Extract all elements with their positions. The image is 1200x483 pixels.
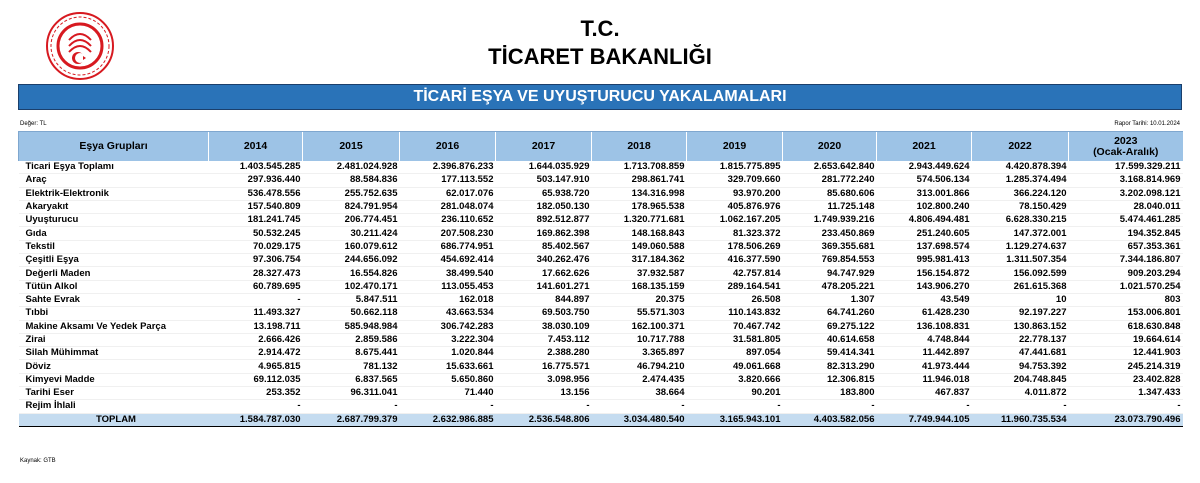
table-cell: 178.965.538 [592, 200, 687, 213]
table-cell: 13.198.711 [209, 320, 303, 333]
table-cell: 803 [1069, 293, 1183, 306]
row-label: Çeşitli Eşya [19, 254, 209, 267]
table-cell: 281.048.074 [400, 200, 496, 213]
table-cell: 281.772.240 [783, 174, 877, 187]
table-row [19, 200, 1183, 213]
table-cell: 78.150.429 [972, 200, 1069, 213]
table-cell: 69.503.750 [496, 307, 592, 320]
row-label: Silah Mühimmat [19, 347, 209, 360]
table-cell: 1.403.545.285 [209, 161, 303, 174]
table-cell: 23.402.828 [1069, 373, 1183, 386]
table-cell: 162.100.371 [592, 320, 687, 333]
table-cell: 46.794.210 [592, 360, 687, 373]
table-cell: 1.713.708.859 [592, 161, 687, 174]
table-cell: 38.030.109 [496, 320, 592, 333]
table-cell: - [209, 293, 303, 306]
row-label: Tarihi Eser [19, 387, 209, 400]
table-cell: 153.006.801 [1069, 307, 1183, 320]
table-cell: 204.748.845 [972, 373, 1069, 386]
table-cell: 2.481.024.928 [303, 161, 400, 174]
table-cell: 574.506.134 [877, 174, 972, 187]
table-cell: 168.135.159 [592, 280, 687, 293]
table-cell: 16.554.826 [303, 267, 400, 280]
table-cell: 657.353.361 [1069, 240, 1183, 253]
table-cell: 71.440 [400, 387, 496, 400]
table-cell: - [496, 400, 592, 413]
table-cell: 102.470.171 [303, 280, 400, 293]
row-label: Araç [19, 174, 209, 187]
table-cell: 20.375 [592, 293, 687, 306]
table-cell: 42.757.814 [687, 267, 783, 280]
table-cell: 10.717.788 [592, 333, 687, 346]
table-cell: 1.749.939.216 [783, 214, 877, 227]
table-cell: 2.474.435 [592, 373, 687, 386]
table-cell: 236.110.652 [400, 214, 496, 227]
table-cell: 12.441.903 [1069, 347, 1183, 360]
row-label: Uyuşturucu [19, 214, 209, 227]
table-cell: 6.837.565 [303, 373, 400, 386]
table-cell: 102.800.240 [877, 200, 972, 213]
table-row [19, 240, 1183, 253]
table-cell: 38.499.540 [400, 267, 496, 280]
table-cell: 11.442.897 [877, 347, 972, 360]
column-header-year: 2019 [687, 132, 783, 162]
table-cell: 317.184.362 [592, 254, 687, 267]
table-cell: 769.854.553 [783, 254, 877, 267]
table-cell: 28.327.473 [209, 267, 303, 280]
table-cell: 147.372.001 [972, 227, 1069, 240]
table-cell: 11.493.327 [209, 307, 303, 320]
table-cell: 824.791.954 [303, 200, 400, 213]
table-cell: 2.388.280 [496, 347, 592, 360]
table-cell: 1.311.507.354 [972, 254, 1069, 267]
row-label: Zirai [19, 333, 209, 346]
table-cell: 329.709.660 [687, 174, 783, 187]
table-cell: 40.614.658 [783, 333, 877, 346]
table-row [19, 214, 1183, 227]
table-cell: 177.113.552 [400, 174, 496, 187]
column-header-year: 2018 [592, 132, 687, 162]
table-cell: 1.020.844 [400, 347, 496, 360]
table-cell: 88.584.836 [303, 174, 400, 187]
row-label: Gıda [19, 227, 209, 240]
source-note: Kaynak: GTB [20, 458, 56, 464]
table-cell: - [972, 400, 1069, 413]
table-cell: 2.666.426 [209, 333, 303, 346]
table-cell: 6.628.330.215 [972, 214, 1069, 227]
table-row [19, 347, 1183, 360]
table-row [19, 254, 1183, 267]
table-cell: 11.946.018 [877, 373, 972, 386]
table-cell: 255.752.635 [303, 187, 400, 200]
total-cell: 3.034.480.540 [592, 413, 687, 426]
table-cell: 306.742.283 [400, 320, 496, 333]
table-row [19, 227, 1183, 240]
column-header-year: 2014 [209, 132, 303, 162]
table-cell: 686.774.951 [400, 240, 496, 253]
table-cell: 143.906.270 [877, 280, 972, 293]
table-cell: 1.021.570.254 [1069, 280, 1183, 293]
table-cell: 50.532.245 [209, 227, 303, 240]
column-header-year: 2020 [783, 132, 877, 162]
table-cell: 60.789.695 [209, 280, 303, 293]
table-cell: 81.323.372 [687, 227, 783, 240]
table-cell: 3.202.098.121 [1069, 187, 1183, 200]
total-cell: 23.073.790.496 [1069, 413, 1183, 426]
table-cell: 59.414.341 [783, 347, 877, 360]
table-row [19, 174, 1183, 187]
table-cell: 340.262.476 [496, 254, 592, 267]
row-label: Akaryakıt [19, 200, 209, 213]
table-cell: 11.725.148 [783, 200, 877, 213]
table-cell: 261.615.368 [972, 280, 1069, 293]
table-cell: 157.540.809 [209, 200, 303, 213]
table-cell: 2.859.586 [303, 333, 400, 346]
header-line1: T.C. [580, 16, 620, 41]
table-cell: - [303, 400, 400, 413]
table-cell: 3.222.304 [400, 333, 496, 346]
table-cell: 15.633.661 [400, 360, 496, 373]
table-cell: 2.943.449.624 [877, 161, 972, 174]
table-row [19, 307, 1183, 320]
table-header-row [19, 132, 1183, 162]
table-cell: 10 [972, 293, 1069, 306]
row-label: Kimyevi Madde [19, 373, 209, 386]
table-cell: 181.241.745 [209, 214, 303, 227]
table-cell: 194.352.845 [1069, 227, 1183, 240]
table-cell: 1.129.274.637 [972, 240, 1069, 253]
table-cell: 995.981.413 [877, 254, 972, 267]
table-cell: 70.467.742 [687, 320, 783, 333]
table-cell: 30.211.424 [303, 227, 400, 240]
row-label: Rejim İhlali [19, 400, 209, 413]
table-cell: 97.306.754 [209, 254, 303, 267]
table-cell: 369.355.681 [783, 240, 877, 253]
column-header-year: 2021 [877, 132, 972, 162]
table-row [19, 400, 1183, 413]
table-cell: 50.662.118 [303, 307, 400, 320]
table-cell: 1.307 [783, 293, 877, 306]
total-cell: 2.632.986.885 [400, 413, 496, 426]
table-row [19, 267, 1183, 280]
table-cell: 618.630.848 [1069, 320, 1183, 333]
table-cell: 207.508.230 [400, 227, 496, 240]
table-cell: 64.741.260 [783, 307, 877, 320]
total-cell: 3.165.943.101 [687, 413, 783, 426]
table-cell: 5.650.860 [400, 373, 496, 386]
table-cell: 156.092.599 [972, 267, 1069, 280]
table-cell: 22.778.137 [972, 333, 1069, 346]
row-label: Tütün Alkol [19, 280, 209, 293]
table-cell: 897.054 [687, 347, 783, 360]
column-header-year: 2016 [400, 132, 496, 162]
table-cell: 130.863.152 [972, 320, 1069, 333]
table-cell: 55.571.303 [592, 307, 687, 320]
table-cell: 13.156 [496, 387, 592, 400]
table-cell: - [687, 400, 783, 413]
table-cell: 1.062.167.205 [687, 214, 783, 227]
table-cell: 7.453.112 [496, 333, 592, 346]
table-cell: - [400, 400, 496, 413]
table-cell: 82.313.290 [783, 360, 877, 373]
table-cell: 366.224.120 [972, 187, 1069, 200]
table-cell: 4.965.815 [209, 360, 303, 373]
table-cell: 156.154.872 [877, 267, 972, 280]
table-cell: - [209, 400, 303, 413]
table-cell: 61.428.230 [877, 307, 972, 320]
total-cell: 7.749.944.105 [877, 413, 972, 426]
table-cell: 536.478.556 [209, 187, 303, 200]
table-row [19, 320, 1183, 333]
table-cell: 94.747.929 [783, 267, 877, 280]
table-cell: 313.001.866 [877, 187, 972, 200]
table-cell: 31.581.805 [687, 333, 783, 346]
table-cell: 43.549 [877, 293, 972, 306]
table-cell: 17.599.329.211 [1069, 161, 1183, 174]
table-cell: 62.017.076 [400, 187, 496, 200]
table-cell: 69.275.122 [783, 320, 877, 333]
table-cell: 8.675.441 [303, 347, 400, 360]
table-cell: 43.663.534 [400, 307, 496, 320]
table-cell: 297.936.440 [209, 174, 303, 187]
table-cell: 467.837 [877, 387, 972, 400]
table-cell: 136.108.831 [877, 320, 972, 333]
column-header-group: Eşya Grupları [19, 132, 209, 162]
table-cell: 162.018 [400, 293, 496, 306]
table-cell: 503.147.910 [496, 174, 592, 187]
total-cell: 11.960.735.534 [972, 413, 1069, 426]
table-cell: 206.774.451 [303, 214, 400, 227]
table-cell: - [1069, 400, 1183, 413]
table-cell: 110.143.832 [687, 307, 783, 320]
table-cell: 70.029.175 [209, 240, 303, 253]
total-cell: 2.687.799.379 [303, 413, 400, 426]
table-cell: 96.311.041 [303, 387, 400, 400]
table-cell: 892.512.877 [496, 214, 592, 227]
table-cell: 137.698.574 [877, 240, 972, 253]
table-cell: 178.506.269 [687, 240, 783, 253]
total-cell: 2.536.548.806 [496, 413, 592, 426]
table-cell: 26.508 [687, 293, 783, 306]
table-cell: 7.344.186.807 [1069, 254, 1183, 267]
column-header-year: 2023 (Ocak-Aralık) [1069, 132, 1183, 162]
table-row [19, 360, 1183, 373]
row-label: Ticari Eşya Toplamı [19, 161, 209, 174]
table-cell: 244.656.092 [303, 254, 400, 267]
table-cell: 134.316.998 [592, 187, 687, 200]
table-cell: 85.402.567 [496, 240, 592, 253]
table-cell: 49.061.668 [687, 360, 783, 373]
table-cell: 1.285.374.494 [972, 174, 1069, 187]
table-cell: 160.079.612 [303, 240, 400, 253]
table-cell: 149.060.588 [592, 240, 687, 253]
table-cell: 4.806.494.481 [877, 214, 972, 227]
table-cell: 3.098.956 [496, 373, 592, 386]
row-label: Sahte Evrak [19, 293, 209, 306]
table-cell: 94.753.392 [972, 360, 1069, 373]
table-cell: 28.040.011 [1069, 200, 1183, 213]
table-cell: 141.601.271 [496, 280, 592, 293]
table-cell: 12.306.815 [783, 373, 877, 386]
report-date: Rapor Tarihi: 10.01.2024 [1114, 121, 1180, 127]
report-title-banner: TİCARİ EŞYA VE UYUŞTURUCU YAKALAMALARI [18, 84, 1182, 110]
table-row [19, 293, 1183, 306]
table-cell: 5.474.461.285 [1069, 214, 1183, 227]
table-cell: 113.055.453 [400, 280, 496, 293]
table-cell: 3.820.666 [687, 373, 783, 386]
table-cell: 5.847.511 [303, 293, 400, 306]
table-cell: 2.396.876.233 [400, 161, 496, 174]
table-cell: 298.861.741 [592, 174, 687, 187]
row-label: Değerli Maden [19, 267, 209, 280]
table-cell: 148.168.843 [592, 227, 687, 240]
table-cell: 1.815.775.895 [687, 161, 783, 174]
table-cell: 1.644.035.929 [496, 161, 592, 174]
table-row [19, 333, 1183, 346]
total-cell: 1.584.787.030 [209, 413, 303, 426]
table-row [19, 187, 1183, 200]
column-header-year: 2015 [303, 132, 400, 162]
table-cell: 90.201 [687, 387, 783, 400]
table-cell: 416.377.590 [687, 254, 783, 267]
table-cell: 2.914.472 [209, 347, 303, 360]
table-cell: 585.948.984 [303, 320, 400, 333]
table-cell: - [592, 400, 687, 413]
table-cell: 16.775.571 [496, 360, 592, 373]
table-cell: 47.441.681 [972, 347, 1069, 360]
header-line2: TİCARET BAKANLIĞI [488, 44, 712, 69]
total-cell: 4.403.582.056 [783, 413, 877, 426]
table-cell: 478.205.221 [783, 280, 877, 293]
table-cell: 85.680.606 [783, 187, 877, 200]
table-cell: - [783, 400, 877, 413]
table-cell: 182.050.130 [496, 200, 592, 213]
table-cell: 37.932.587 [592, 267, 687, 280]
total-label: TOPLAM [19, 413, 209, 426]
table-cell: 251.240.605 [877, 227, 972, 240]
table-row [19, 161, 1183, 174]
table-cell: 41.973.444 [877, 360, 972, 373]
table-row [19, 373, 1183, 386]
table-row [19, 280, 1183, 293]
table-cell: 93.970.200 [687, 187, 783, 200]
table-cell: 19.664.614 [1069, 333, 1183, 346]
table-row [19, 387, 1183, 400]
column-header-year: 2022 [972, 132, 1069, 162]
table-cell: 3.168.814.969 [1069, 174, 1183, 187]
row-label: Döviz [19, 360, 209, 373]
table-cell: 233.450.869 [783, 227, 877, 240]
table-cell: 183.800 [783, 387, 877, 400]
column-header-year: 2017 [496, 132, 592, 162]
seizure-table [18, 131, 1183, 427]
table-cell: 92.197.227 [972, 307, 1069, 320]
row-label: Elektrik-Elektronik [19, 187, 209, 200]
table-cell: 69.112.035 [209, 373, 303, 386]
table-cell: 1.347.433 [1069, 387, 1183, 400]
table-cell: 169.862.398 [496, 227, 592, 240]
unit-label: Değer: TL [20, 121, 47, 127]
row-label: Tekstil [19, 240, 209, 253]
row-label: Makine Aksamı Ve Yedek Parça [19, 320, 209, 333]
table-cell: 4.420.878.394 [972, 161, 1069, 174]
table-cell: 4.011.872 [972, 387, 1069, 400]
table-cell: 4.748.844 [877, 333, 972, 346]
table-cell: 405.876.976 [687, 200, 783, 213]
table-cell: 38.664 [592, 387, 687, 400]
total-row [19, 413, 1183, 426]
table-cell: 253.352 [209, 387, 303, 400]
row-label: Tıbbi [19, 307, 209, 320]
table-cell: - [877, 400, 972, 413]
table-cell: 1.320.771.681 [592, 214, 687, 227]
table-cell: 2.653.642.840 [783, 161, 877, 174]
table-cell: 65.938.720 [496, 187, 592, 200]
table-cell: 17.662.626 [496, 267, 592, 280]
table-cell: 781.132 [303, 360, 400, 373]
table-cell: 245.214.319 [1069, 360, 1183, 373]
table-cell: 909.203.294 [1069, 267, 1183, 280]
table-cell: 289.164.541 [687, 280, 783, 293]
table-cell: 3.365.897 [592, 347, 687, 360]
table-cell: 454.692.414 [400, 254, 496, 267]
table-cell: 844.897 [496, 293, 592, 306]
